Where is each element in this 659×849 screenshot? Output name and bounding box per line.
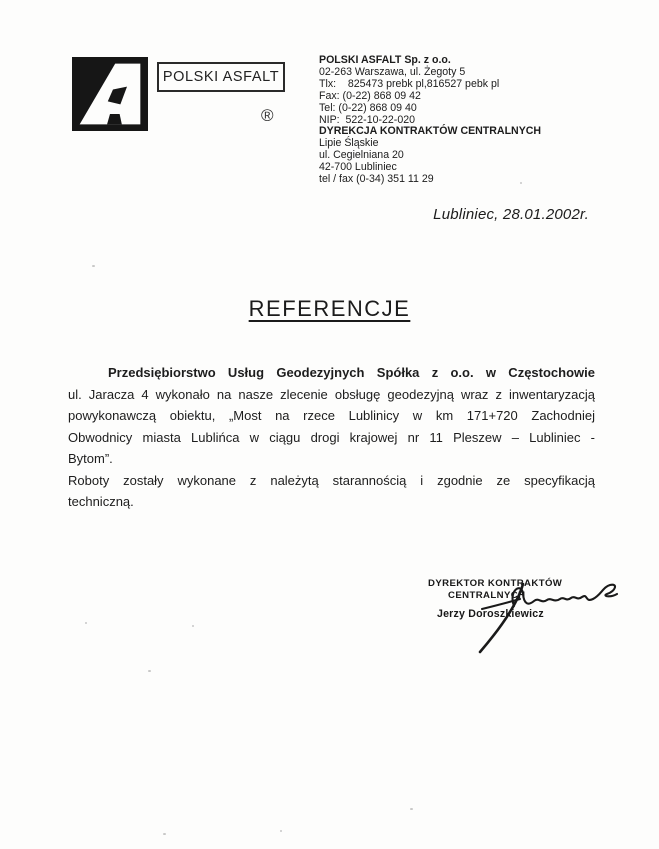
signer-role-line1: DYREKTOR KONTRAKTÓW (428, 578, 563, 589)
signer-role-line2: CENTRALNYCH (448, 590, 526, 601)
brand-name-box (157, 62, 285, 92)
body-line: Obwodnicy miasta Lublińca w ciągu drogi krajowej nr 11 Pleszew – Lubliniec - (68, 429, 595, 445)
division-city: 42-700 Lubliniec (319, 161, 397, 174)
company-address-block (319, 55, 541, 186)
body-line: Roboty zostały wykonane z należytą starannością i zgodnie ze specyfikacją (68, 472, 595, 488)
scan-speck (85, 622, 87, 624)
letter-title-row (0, 296, 659, 322)
date-line: Lubliniec, 28.01.2002r. (433, 206, 589, 223)
scan-speck (192, 625, 194, 627)
division-telfax: tel / fax (0-34) 351 11 29 (319, 173, 434, 186)
body-line: ul. Jaracza 4 wykonało na nasze zlecenie obsługę geodezyjną wraz z inwentaryzacją (68, 386, 595, 402)
body-line: powykonawczą obiektu, „Most na rzece Lublinicy w km 171+720 Zachodniej (68, 408, 595, 423)
company-tel: Tel: (0-22) 868 09 40 (319, 101, 417, 114)
signer-name: Jerzy Doroszkiewicz (437, 608, 544, 620)
division-locality: Lipie Śląskie (319, 137, 379, 150)
body-line: techniczną. (68, 494, 134, 509)
company-address: 02-263 Warszawa, ul. Żegoty 5 (319, 65, 466, 78)
body-line: Przedsiębiorstwo Usług Geodezyjnych Spółka z o.o. w Częstochowie (108, 365, 595, 380)
division-street: ul. Cegielniana 20 (319, 149, 404, 162)
scan-speck (92, 265, 95, 267)
company-name: POLSKI ASFALT Sp. z o.o. (319, 54, 451, 66)
scan-speck (163, 833, 166, 835)
company-nip: NIP: 522-10-22-020 (319, 113, 415, 126)
scan-speck (148, 670, 151, 672)
letter-body (68, 362, 595, 513)
polski-asfalt-logo-icon (72, 57, 148, 131)
brand-name-label: POLSKI ASFALT (162, 69, 280, 85)
company-division: DYREKCJA KONTRAKTÓW CENTRALNYCH (319, 125, 542, 138)
scan-speck (520, 182, 522, 184)
company-fax: Fax: (0-22) 868 09 42 (319, 89, 421, 102)
signature-block (410, 572, 650, 672)
scan-speck (410, 808, 413, 810)
logo-a-glyph (72, 57, 148, 131)
handwritten-signature-icon (410, 572, 650, 672)
letter-title: REFERENCJE (248, 296, 411, 321)
body-line: Bytom”. (68, 451, 113, 466)
scan-speck (280, 830, 282, 832)
registered-trademark-icon: ® (261, 106, 274, 125)
company-tlx: Tlx: 825473 prebk pl,816527 pebk pl (319, 77, 500, 90)
